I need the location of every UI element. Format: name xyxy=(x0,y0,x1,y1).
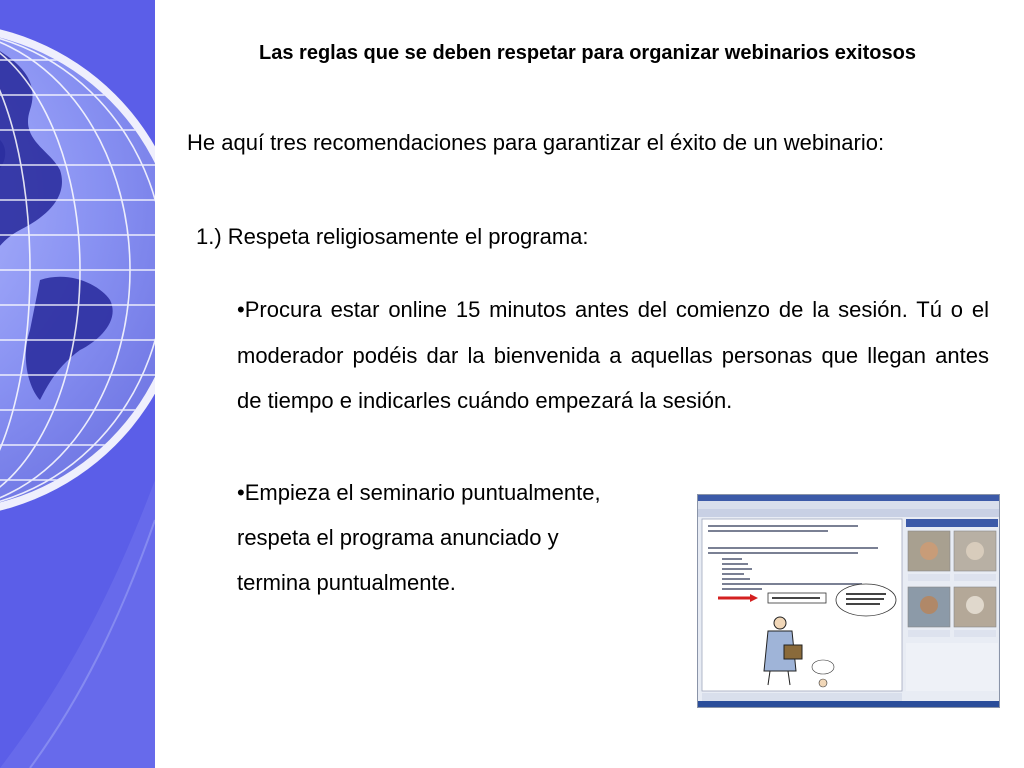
globe-decoration xyxy=(0,0,155,768)
webinar-screenshot-image xyxy=(697,494,1000,708)
bullet-item-2 xyxy=(237,470,601,605)
bullet-2-line: respeta el programa anunciado y xyxy=(237,525,559,550)
bullet-item-1: •Procura estar online 15 minutos antes del comienzo de la sesión. Tú o el moderador podéis dar la bienvenida a aquellas personas que llegan antes de tiempo e indicarles cuándo empezará la sesión. xyxy=(237,297,989,413)
bullet-2-line: •Empieza el seminario puntualmente, xyxy=(237,480,601,505)
bullet-2-line: termina puntualmente. xyxy=(237,570,456,595)
intro-paragraph: He aquí tres recomendaciones para garantizar el éxito de un webinario: xyxy=(187,130,885,155)
slide-title: Las reglas que se deben respetar para organizar webinarios exitosos xyxy=(259,42,916,64)
section-heading-1: 1.) Respeta religiosamente el programa: xyxy=(196,224,589,249)
